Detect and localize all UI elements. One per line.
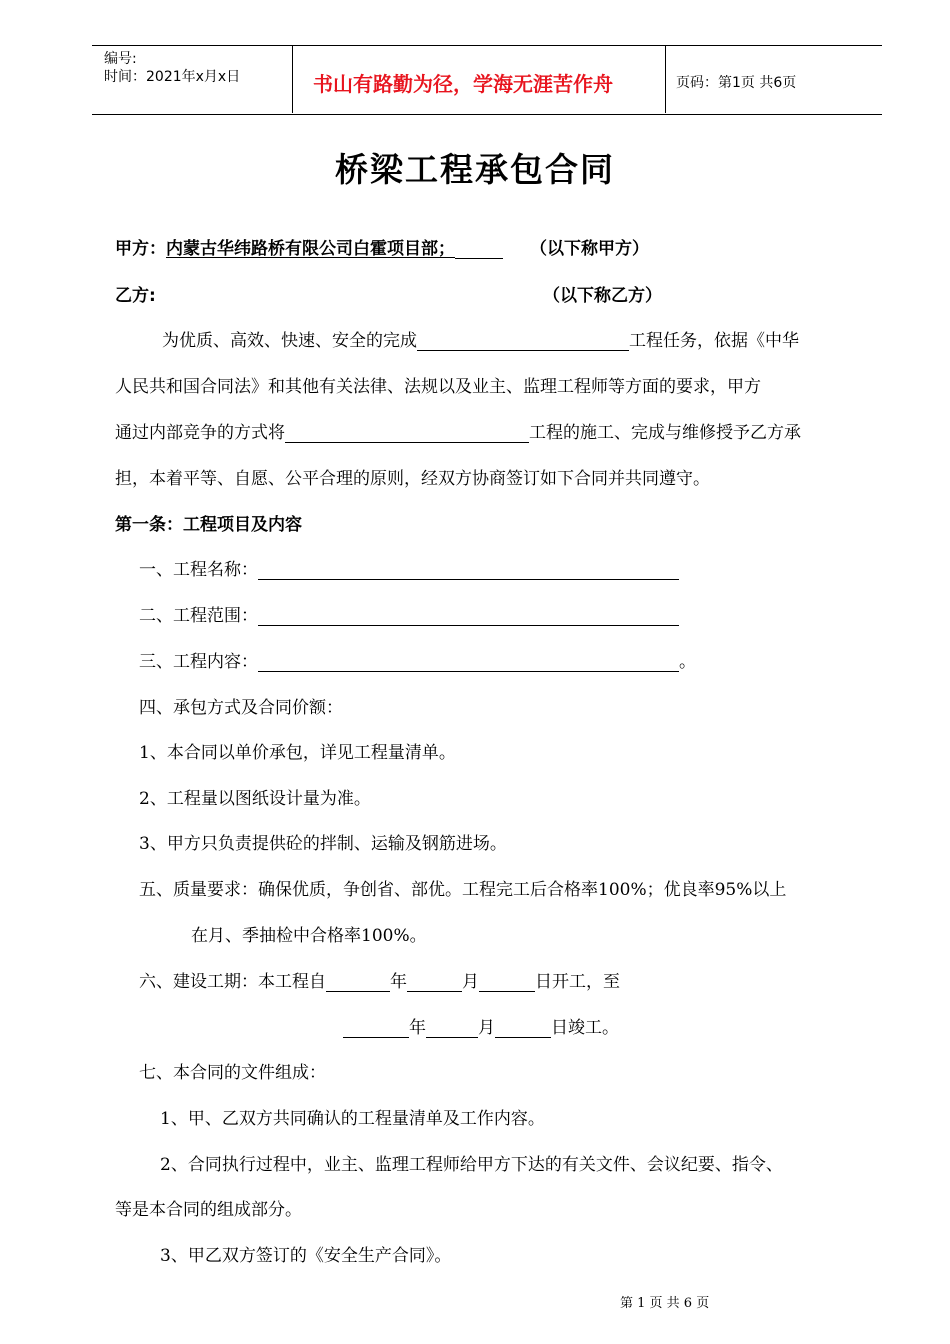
construction-period-end xyxy=(343,1013,619,1038)
quality-requirement-line-2: 在月、季抽检中合格率100%。 xyxy=(191,926,427,946)
project-scope-line xyxy=(139,601,679,626)
party-a-blank xyxy=(455,240,503,259)
party-a-label: 甲方： xyxy=(115,239,166,259)
start-month-label: 月 xyxy=(462,972,479,992)
article-1-heading: 第一条：工程项目及内容 xyxy=(115,515,302,535)
contract-method-heading: 四、承包方式及合同价额： xyxy=(139,698,343,718)
contract-documents-heading: 七、本合同的文件组成： xyxy=(139,1063,326,1083)
contract-method-item-1: 1、本合同以单价承包，详见工程量清单。 xyxy=(139,743,456,763)
contract-document-2-line-2: 等是本合同的组成部分。 xyxy=(115,1200,302,1220)
start-day-label: 日开工，至 xyxy=(535,972,620,992)
project-content-label: 三、工程内容： xyxy=(139,652,258,672)
intro-text-3b: 工程的施工、完成与维修授予乙方承 xyxy=(529,423,801,443)
start-year-blank xyxy=(326,971,390,992)
project-name-line xyxy=(139,555,679,580)
intro-line-3 xyxy=(115,418,801,443)
contract-document-2-line-1: 2、合同执行过程中，业主、监理工程师给甲方下达的有关文件、会议纪要、指令、 xyxy=(160,1155,783,1175)
project-scope-blank xyxy=(258,605,679,626)
contract-document-3: 3、甲乙双方签订的《安全生产合同》。 xyxy=(160,1246,452,1266)
document-title: 桥梁工程承包合同 xyxy=(335,150,615,189)
header-page-info: 页码：第1页 共6页 xyxy=(676,75,797,91)
construction-period-label: 六、建设工期：本工程自 xyxy=(139,972,326,992)
intro-line-1 xyxy=(162,326,799,351)
page-footer: 第 1 页 共 6 页 xyxy=(620,1296,710,1311)
start-year-label: 年 xyxy=(390,972,407,992)
project-content-end: 。 xyxy=(679,652,696,672)
project-name-blank xyxy=(258,559,679,580)
intro-text-1b: 工程任务，依据《中华 xyxy=(629,331,799,351)
header-divider-right xyxy=(665,45,666,113)
end-month-blank xyxy=(426,1017,478,1038)
start-day-blank xyxy=(479,971,535,992)
intro-line-4: 担，本着平等、自愿、公平合理的原则，经双方协商签订如下合同并共同遵守。 xyxy=(115,469,710,489)
header-motto: 书山有路勤为径，学海无涯苦作舟 xyxy=(313,72,613,96)
contract-document-1: 1、甲、乙双方共同确认的工程量清单及工作内容。 xyxy=(160,1109,545,1129)
project-award-blank xyxy=(285,422,529,443)
end-month-label: 月 xyxy=(478,1018,495,1038)
end-day-label: 日竣工。 xyxy=(551,1018,619,1038)
party-a-suffix: （以下称甲方） xyxy=(530,239,649,259)
contract-method-item-3: 3、甲方只负责提供砼的拌制、运输及钢筋进场。 xyxy=(139,834,507,854)
party-b-label: 乙方: xyxy=(115,286,156,306)
end-year-blank xyxy=(343,1017,409,1038)
project-task-blank xyxy=(417,330,629,351)
project-content-blank xyxy=(258,651,679,672)
party-a-line xyxy=(115,234,503,259)
party-a-name: 内蒙古华纬路桥有限公司白霍项目部； xyxy=(166,239,455,259)
project-content-line xyxy=(139,647,696,672)
contract-method-item-2: 2、工程量以图纸设计量为准。 xyxy=(139,789,371,809)
start-month-blank xyxy=(407,971,462,992)
end-day-blank xyxy=(495,1017,551,1038)
intro-line-2: 人民共和国合同法》和其他有关法律、法规以及业主、监理工程师等方面的要求，甲方 xyxy=(115,377,761,397)
party-b-suffix: （以下称乙方） xyxy=(543,286,662,306)
header-divider-left xyxy=(292,45,293,113)
document-number-label: 编号: xyxy=(104,51,137,67)
intro-text-3a: 通过内部竞争的方式将 xyxy=(115,423,285,443)
project-scope-label: 二、工程范围： xyxy=(139,606,258,626)
document-time-label: 时间：2021年x月x日 xyxy=(104,69,241,85)
quality-requirement-line-1: 五、质量要求：确保优质，争创省、部优。工程完工后合格率100%；优良率95%以上 xyxy=(139,880,787,900)
intro-text-1a: 为优质、高效、快速、安全的完成 xyxy=(162,331,417,351)
project-name-label: 一、工程名称： xyxy=(139,560,258,580)
construction-period-start xyxy=(139,967,620,992)
end-year-label: 年 xyxy=(409,1018,426,1038)
